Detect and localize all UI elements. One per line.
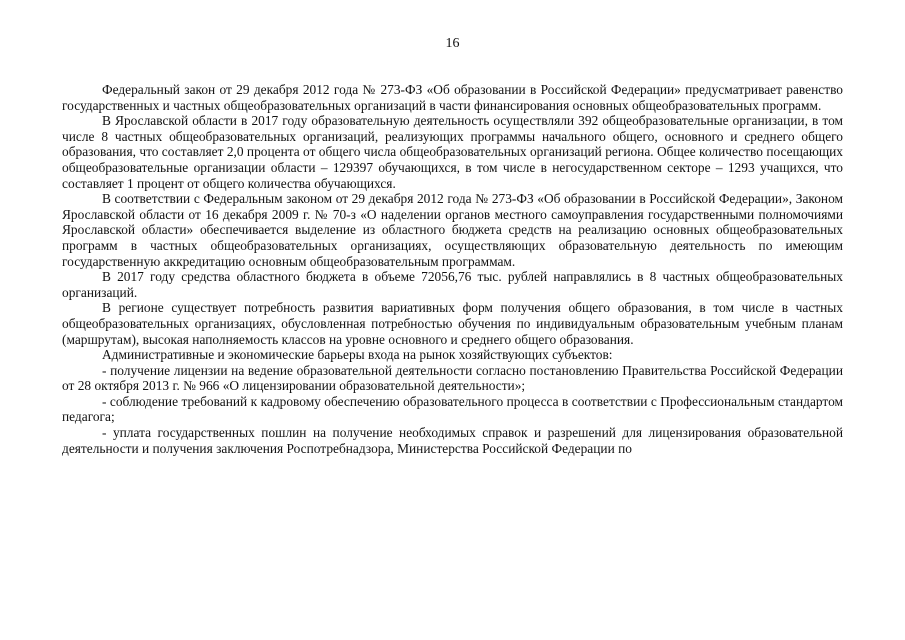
paragraph: В 2017 году средства областного бюджета в объеме 72056,76 тыс. рублей направлялись в 8 частных общеобразовательных организаций. (62, 269, 843, 300)
list-item: - получение лицензии на ведение образовательной деятельности согласно постановлению Правительства Российской Федерации от 28 октября 2013 г. № 966 «О лицензировании образовательной деятельности»; (62, 362, 843, 394)
paragraph: Административные и экономические барьеры входа на рынок хозяйствующих субъектов: (102, 347, 613, 363)
page-number: 16 (445, 36, 460, 51)
list-item: - соблюдение требований к кадровому обеспечению образовательного процесса в соответствии с Профессиональным стандартом педагога; (62, 393, 843, 425)
paragraph: В регионе существует потребность развития вариативных форм получения общего образования, в том числе в частных общеобразовательных организациях, обусловленная потребностью обучения по индивидуальным образовательным учебным планам (маршрутам), высокая наполняемость классов на уровне основного и среднего общего образования. (62, 300, 843, 347)
paragraph: Федеральный закон от 29 декабря 2012 года № 273-ФЗ «Об образовании в Российской Федерации» предусматривает равенство государственных и частных общеобразовательных организаций в части финансирования основных общеобразовательных программ. (62, 82, 843, 113)
paragraph: В Ярославской области в 2017 году образовательную деятельность осуществляли 392 общеобразовательные организации, в том числе 8 частных общеобразовательных организаций, реализующих программы начального общего, основного и среднего общего образования, что составляет 2,0 процента от общего числа общеобразовательных организаций региона. Общее количество посещающих общеобразовательные организации области – 129397 обучающихся, в том числе в негосударственном секторе – 1293 учащихся, что составляет 1 процент от общего количества обучающихся. (62, 113, 843, 191)
body-text (62, 82, 843, 456)
paragraph: В соответствии с Федеральным законом от 29 декабря 2012 года № 273-ФЗ «Об образовании в Российской Федерации», Законом Ярославской области от 16 декабря 2009 г. № 70-з «О наделении органов местного самоуправления государственными полномочиями Ярославской области» обеспечивается выделение из областного бюджета средств на реализацию основных общеобразовательных программ в частных общеобразовательных организациях, осуществляющих образовательную деятельность по имеющим государственную аккредитацию основным общеобразовательным программам. (62, 191, 843, 269)
list-item: - уплата государственных пошлин на получение необходимых справок и разрешений для лицензирования образовательной деятельности и получения заключения Роспотребнадзора, Министерства Российской Федерации по (62, 425, 843, 456)
